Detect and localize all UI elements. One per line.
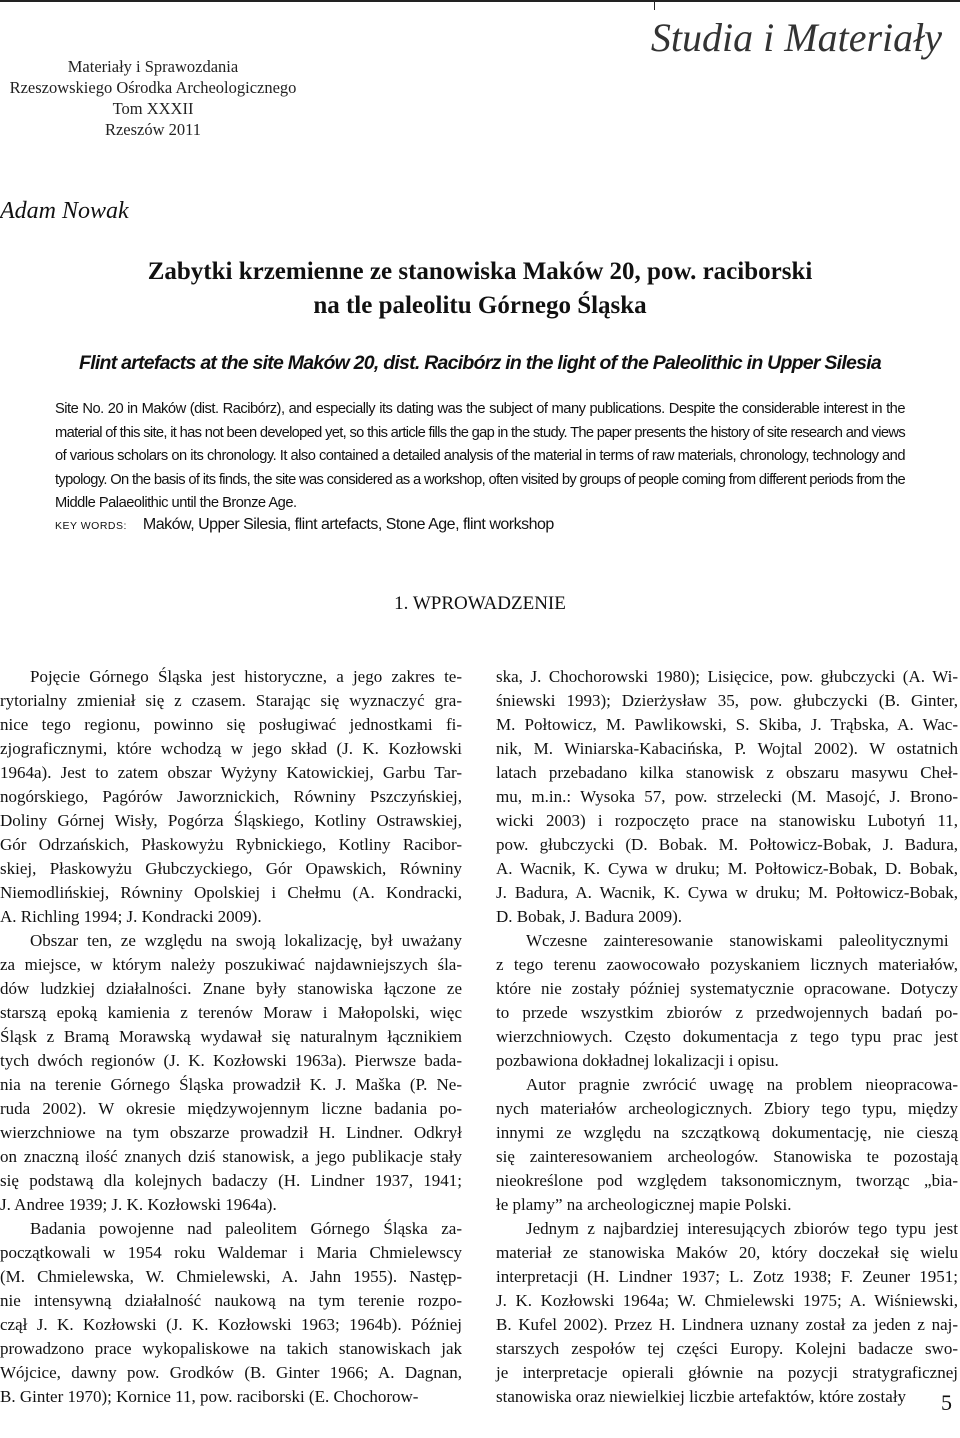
body-line: tych dwóch regionów (J. K. Kozłowski 1963a). Pierwsze bada-	[0, 1051, 462, 1070]
body-line: materiał ze stanowiska Maków 20, który doczekał się wielu	[496, 1243, 958, 1262]
title-line: Zabytki krzemienne ze stanowiska Maków 20, pow. raciborski	[147, 258, 813, 285]
abstract	[55, 398, 905, 516]
body-line: Pojęcie Górnego Śląska jest historyczne, a jego zakres te-	[30, 667, 462, 686]
body-line: prowadzono prace wykopaliskowe na takich stanowiskach jak	[0, 1339, 462, 1358]
body-line: skiej, Płaskowyżu Głubczyckiego, Gór Opawskich, Równiny	[0, 859, 462, 878]
body-line: latach przebadano kilka stanowisk z obszaru masywu Cheł-	[496, 763, 958, 782]
body-line: Badania powojenne nad paleolitem Górnego Śląska za-	[30, 1219, 462, 1238]
body-line: Gór Odrzańskich, Płaskowyżu Rybnickiego, Kotliny Racibor-	[0, 835, 462, 854]
keywords-text: Maków, Upper Silesia, flint artefacts, Stone Age, flint workshop	[142, 516, 554, 533]
body-line: B. Kufel 2002). Przez H. Lindnera uznany został za jeden z naj-	[496, 1315, 958, 1334]
body-column-left	[0, 665, 462, 1409]
abstract-line: Middle Palaeolithic until the Bronze Age.	[55, 495, 297, 511]
body-line: stanowiska oraz niewielkiej liczbie artefaktów, które zostały	[496, 1387, 907, 1406]
abstract-line: Site No. 20 in Maków (dist. Racibórz), and especially its dating was the subject of many publications. Despite the considerable interest in the	[55, 401, 905, 417]
header-divider	[654, 0, 655, 10]
body-line: on znaczną ilość znanych dziś stanowisk, a jego publikacje stały	[0, 1147, 462, 1166]
body-line: pow. głubczycki (D. Bobak. M. Połtowicz-Bobak, J. Badura,	[496, 835, 958, 854]
journal-line: Tom XXXII	[112, 99, 194, 118]
body-line: nia na terenie Górnego Śląska prowadził K. J. Maška (P. Ne-	[0, 1075, 462, 1094]
body-line: się zainteresowaniem archeologów. Stanowiska te pozostają	[496, 1147, 958, 1166]
body-line: nogórskiego, Pagórów Jaworznickich, Równiny Pszczyńskiej,	[0, 787, 462, 806]
body-line: wierzchniowych. Często dokumentacja z tego typu prac jest	[496, 1027, 958, 1046]
body-line: (M. Chmielewska, W. Chmielewski, A. Jahn 1955). Następ-	[0, 1267, 462, 1286]
body-line: Obszar ten, ze względu na swoją lokalizację, był uważany	[30, 931, 462, 950]
journal-line: Rzeszowskiego Ośrodka Archeologicznego	[9, 78, 297, 97]
body-line: pozbawiona dokładnej lokalizacji i opisu.	[496, 1051, 779, 1070]
keywords-label: KEY WORDS:	[55, 520, 127, 532]
body-line: się podstawą dla kolejnych badaczy (H. Lindner 1937, 1941;	[0, 1171, 462, 1190]
body-line: A. Wacnik, K. Cywa w druku; M. Połtowicz-Bobak, D. Bobak,	[496, 859, 958, 878]
body-line: za miejsce, w którym należy poszukiwać najdawniejszych śla-	[0, 955, 462, 974]
body-line: Śląsk z Bramą Morawską wydawał się naturalnym łącznikiem	[0, 1027, 462, 1046]
body-line: J. K. Kozłowski 1964a; W. Chmielewski 1975; A. Wiśniewski,	[496, 1291, 958, 1310]
body-line: z tego terenu zaowocowało pozyskaniem licznych materiałów,	[496, 955, 958, 974]
body-line: mu, m.in.: Wysoka 57, pow. strzelecki (M. Masojć, J. Brono-	[496, 787, 958, 806]
body-line: Wczesne zainteresowanie stanowiskami paleolitycznymi	[526, 931, 949, 950]
abstract-line: of various scholars on its chronology. It also contained a detailed analysis of the material in terms of raw materials, chronology, technology and	[55, 448, 905, 464]
body-line: nice tego regionu, powinno się posługiwać jednostkami fi-	[0, 715, 462, 734]
journal-line: Materiały i Sprawozdania	[67, 57, 239, 76]
body-line: to przede wszystkim zbiorów z przedwojennych badań po-	[496, 1003, 958, 1022]
body-line: śniewski 1993); Dzierżysław 35, pow. głubczycki (B. Ginter,	[496, 691, 958, 710]
article-title-english: Flint artefacts at the site Maków 20, dist. Racibórz in the light of the Paleolithic in Upper Silesia	[79, 352, 881, 374]
body-line: nych materiałów archeologicznych. Zbiory tego typu, między	[496, 1099, 958, 1118]
body-line: nie intensywną działalność naukową na tym terenie rozpo-	[0, 1291, 462, 1310]
body-line: ruda 2002). W okresie międzywojennym liczne badania po-	[0, 1099, 462, 1118]
journal-line: Rzeszów 2011	[104, 120, 202, 139]
body-line: które nie zostały później systematycznie opracowane. Dotyczy	[496, 979, 958, 998]
body-line: B. Ginter 1970); Kornice 11, pow. raciborski (E. Chochorow-	[0, 1387, 419, 1406]
body-line: czął J. K. Kozłowski (J. K. Kozłowski 1963; 1964b). Później	[0, 1315, 462, 1334]
body-line: A. Richling 1994; J. Kondracki 2009).	[0, 907, 262, 926]
header-rule	[0, 0, 960, 2]
journal-info	[0, 56, 306, 140]
body-line: D. Bobak, J. Badura 2009).	[496, 907, 683, 926]
body-line: starszą epoką kamienia z terenów Moraw i Małopolski, więc	[0, 1003, 462, 1022]
body-line: J. Badura, A. Wacnik, K. Cywa w druku; M. Połtowicz-Bobak,	[496, 883, 958, 902]
author-name: Adam Nowak	[0, 198, 129, 224]
body-line: zjograficznymi, które wchodzą w jego skład (J. K. Kozłowski	[0, 739, 462, 758]
body-line: Doliny Górnej Wisły, Pogórza Śląskiego, Kotliny Ostrawskiej,	[0, 811, 462, 830]
body-line: dów ludzkiej działalności. Znane były stanowiska łączone ze	[0, 979, 462, 998]
body-line: interpretacji (H. Lindner 1937; L. Zotz 1938; F. Zeuner 1951;	[496, 1267, 958, 1286]
body-line: rytorialny zmieniał się z czasem. Starając się wyznaczyć gra-	[0, 691, 462, 710]
body-line: innymi ze względu na szczątkową dokumentację, nie cieszą	[496, 1123, 958, 1142]
page-number: 5	[941, 1390, 952, 1415]
title-line: na tle paleolitu Górnego Śląska	[313, 292, 647, 319]
body-line: J. Andree 1939; J. K. Kozłowski 1964a).	[0, 1195, 277, 1214]
body-line: Niemodlińskiej, Równiny Opolskiej i Chełmu (A. Kondracki,	[0, 883, 462, 902]
section-heading: 1. WPROWADZENIE	[394, 593, 566, 614]
body-line: ska, J. Chochorowski 1980); Lisięcice, pow. głubczycki (A. Wi-	[496, 667, 958, 686]
keywords	[55, 516, 554, 534]
body-line: Autor pragnie zwrócić uwagę na problem nieopracowa-	[526, 1075, 958, 1094]
body-line: nik, M. Winiarska-Kabacińska, P. Wojtal 2002). W ostatnich	[496, 739, 958, 758]
body-line: starszych zespołów tej części Europy. Kolejni badacze swo-	[496, 1339, 958, 1358]
abstract-line: material of this site, it has not been developed yet, so this article fills the gap in the study. The paper presents the history of site research and views	[55, 424, 905, 441]
body-line: wicki 2003) i rozpoczęto prace na stanowisku Lubotyń 11,	[496, 811, 958, 830]
body-line: łe plamy” na archeologicznej mapie Polski.	[496, 1195, 792, 1214]
body-line: początkowali w 1954 roku Waldemar i Maria Chmielewscy	[0, 1243, 462, 1262]
body-line: nieokreślone pod względem taksonomicznym, tworząc „bia-	[496, 1171, 958, 1190]
body-line: 1964a). Jest to zatem obszar Wyżyny Katowickiej, Garbu Tar-	[0, 763, 462, 782]
body-line: wierzchniowe na tym obszarze prowadził H. Lindner. Odkrył	[0, 1123, 462, 1142]
body-column-right	[496, 665, 958, 1409]
body-line: M. Połtowicz, M. Pawlikowski, S. Skiba, J. Trąbska, A. Wac-	[496, 715, 958, 734]
body-line: Jednym z najbardziej interesujących zbiorów tego typu jest	[526, 1219, 958, 1238]
abstract-line: typology. On the basis of its finds, the site was considered as a workshop, often visited by groups of people coming from different periods from the	[55, 471, 905, 488]
series-title: Studia i Materiały	[650, 15, 942, 60]
body-line: je interpretacje opierali głównie na pozycji stratygraficznej	[496, 1363, 958, 1382]
body-line: Wójcice, dawny pow. Grodków (B. Ginter 1966; A. Dagnan,	[0, 1363, 462, 1382]
article-title-polish	[130, 255, 830, 323]
